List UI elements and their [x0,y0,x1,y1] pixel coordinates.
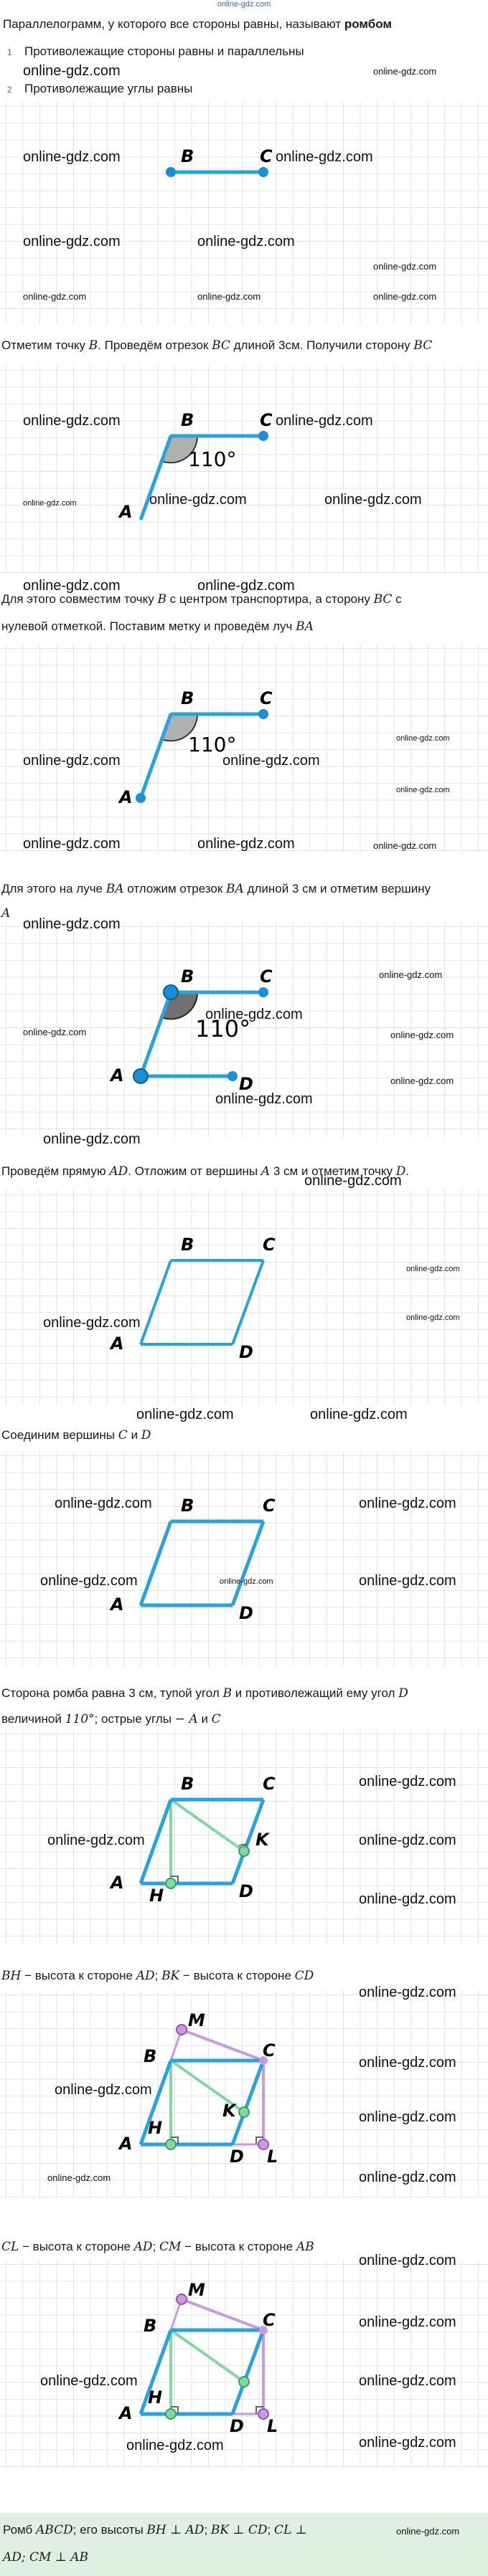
point-c [258,431,268,441]
step-text: . [405,1164,410,1178]
watermark: online-gdz.com [40,1573,138,1589]
math-ad-cm-perp-ab: AD; CM ⊥ AB [3,2550,89,2565]
math-ad: AD [109,1164,128,1179]
math-d: D [141,1428,151,1443]
figure-svg [0,366,488,574]
step-text: − высота к стороне [179,1969,295,1982]
label-c: C [263,2040,276,2061]
step4-text [1,1163,488,1180]
step-text: с центром транспортира, а сторону [166,592,374,606]
height-bk [171,2330,244,2382]
figure-final-heights [0,2253,488,2468]
watermark: online-gdz.com [149,492,247,508]
watermark: online-gdz.com [43,1315,141,1331]
property-item [7,80,481,98]
point-a [133,1069,148,1083]
label-c: C [263,1496,276,1516]
step2-text-line2 [1,618,488,635]
label-m: M [188,2010,205,2030]
figure-point-a [0,916,488,1147]
label-b: B [181,410,194,430]
watermark: online-gdz.com [276,149,373,165]
math-bc: BC [212,338,230,353]
watermark: online-gdz.com [23,916,121,932]
watermark: online-gdz.com [324,492,422,508]
math-abcd: ABCD [36,2523,73,2537]
point-c [258,709,268,719]
figure-svg [0,1190,488,1405]
intro-text [3,16,488,33]
step-text: Сторона ромба равна 3 см, тупой угол [1,1686,223,1700]
step-text: Для этого совместим точку [1,592,158,606]
label-d: D [230,2147,244,2167]
angle-label: 110° [188,447,237,471]
figure-segment-bc [0,102,488,324]
step-text: ; [267,2523,274,2537]
segment-cd [233,1521,263,1605]
label-d: D [239,1603,253,1623]
watermark: online-gdz.com [373,291,437,302]
watermark: online-gdz.com [55,1496,152,1511]
label-d: D [239,1342,253,1362]
watermark: online-gdz.com [222,753,320,769]
step7-text [1,1967,488,1985]
watermark: online-gdz.com [23,578,121,594]
watermark: online-gdz.com [359,2435,456,2451]
step-text: . Проведём отрезок [98,338,212,352]
label-c: C [263,1235,276,1255]
site-header[interactable]: online-gdz.com [217,0,271,9]
watermark: online-gdz.com [310,1407,408,1422]
watermark: online-gdz.com [197,578,295,594]
point-a [136,793,146,803]
step-text: длиной 3см. Получили сторону [230,338,414,352]
step-text: Для этого на луче [1,882,106,895]
label-a: A [111,1873,124,1893]
label-m: M [188,2280,205,2300]
point-k [239,2107,249,2117]
point-c [258,167,268,177]
height-bk [171,1800,244,1851]
property-text: Противолежащие стороны равны и параллельны [24,44,304,58]
label-l: L [267,2147,278,2167]
math-a: A [1,906,11,921]
step-text: ; [204,2523,211,2537]
properties-list [7,43,481,61]
math-ad: AD [133,2240,153,2254]
math-bc: BC [373,592,393,607]
step-text: . Отложим от вершины [128,1164,261,1178]
label-b: B [181,688,194,708]
figure-parallelogram [0,1190,488,1405]
height-cm [182,2299,263,2330]
label-h: H [148,2118,163,2138]
segment-cd [233,1260,263,1344]
figure-heights-cl-cm [0,1985,488,2198]
figure-angle-110 [0,366,488,574]
label-c: C [263,2310,276,2330]
watermark: online-gdz.com [197,234,295,249]
step-text: отложим отрезок [123,882,227,895]
watermark: online-gdz.com [373,66,437,77]
final-text-line2 [3,2549,488,2566]
step-text: величиной [1,1712,65,1726]
math-bh: BH [1,1969,22,1983]
math-bk: BK [161,1969,180,1983]
label-c: C [263,1774,276,1794]
step-text: Отметим точку [1,338,89,352]
math-b: B [88,338,98,353]
math-c: C [211,1712,221,1726]
watermark: online-gdz.com [23,63,121,79]
segment-ba [141,1521,171,1605]
watermark: online-gdz.com [126,2438,224,2453]
watermark: online-gdz.com [215,1091,313,1107]
watermark: online-gdz.com [40,2373,138,2389]
watermark: online-gdz.com [136,1407,234,1422]
watermark: online-gdz.com [359,2314,456,2330]
ray-ba [141,992,171,1076]
watermark: online-gdz.com [23,234,121,249]
watermark: online-gdz.com [359,1573,456,1589]
label-h: H [148,2387,163,2408]
label-b: B [181,966,194,987]
math-d: D [398,1686,408,1701]
math-cm: CM [159,2240,182,2254]
watermark: online-gdz.com [359,1774,456,1790]
label-d: D [239,1074,253,1094]
point-h [166,2139,176,2149]
point-k [239,2377,249,2387]
figure-heights-bh-bk [0,1729,488,1944]
watermark: online-gdz.com [23,499,77,508]
intro-term-bold: ромбом [344,17,392,31]
watermark: online-gdz.com [390,1030,454,1040]
point-h [166,2409,176,2419]
angle-label: 110° [188,733,237,756]
watermark: online-gdz.com [220,1577,273,1586]
math-bh-perp-ad: BH ⊥ AD [146,2523,205,2537]
angle-label: 110° [195,1015,251,1042]
watermark: online-gdz.com [390,1075,454,1086]
segment-cd [233,2330,263,2414]
step-text: Соединим вершины [1,1428,118,1442]
watermark: online-gdz.com [197,836,295,852]
point-m [177,2294,187,2304]
watermark: online-gdz.com [23,291,87,302]
label-c: C [260,966,273,987]
properties-list-2 [7,80,481,98]
label-b: B [144,2316,157,2336]
step-text: − высота к стороне [19,2240,134,2253]
label-b: B [144,2046,157,2066]
label-a: A [111,1594,124,1615]
label-k: K [222,2101,236,2121]
property-item [7,43,481,61]
label-c: C [260,410,273,430]
step5-text [1,1427,488,1444]
watermark: online-gdz.com [23,836,121,852]
watermark: online-gdz.com [205,1007,303,1022]
math-bk-perp-cd: BK ⊥ CD [210,2523,268,2537]
watermark: online-gdz.com [359,2055,456,2071]
step6-text [1,1685,488,1702]
watermark: online-gdz.com [406,1313,460,1322]
point-b [164,985,178,999]
label-d: D [239,1881,253,1901]
ray-ba [141,714,171,798]
step-text: и [197,1712,212,1726]
math-ba: BA [105,882,124,896]
label-a: A [119,2403,133,2423]
label-a: A [111,1334,124,1354]
math-cl-perp: CL ⊥ [273,2523,307,2537]
segment-cd [233,2061,263,2144]
point-c [258,987,268,997]
watermark: online-gdz.com [23,1027,87,1037]
watermark: online-gdz.com [47,1833,145,1848]
segment-ba [141,1260,171,1344]
point-m [177,2025,187,2035]
math-d: D [395,1164,406,1179]
step-text: длиной 3 см и отметим вершину [243,882,431,895]
watermark: online-gdz.com [43,1131,141,1147]
step1-text [1,337,488,354]
math-bc: BC [413,338,433,353]
watermark: online-gdz.com [373,261,437,272]
math-a: − A [174,1712,198,1726]
math-ba: BA [296,619,314,634]
step-text: с [392,592,402,606]
label-a: A [119,2134,133,2154]
math-ad: AD [136,1969,155,1983]
property-text: Противолежащие углы равны [24,82,193,95]
point-h [166,1878,176,1888]
math-b: B [222,1686,232,1701]
watermark: online-gdz.com [379,969,443,980]
watermark: online-gdz.com [47,2172,111,2183]
step-text: Проведём прямую [1,1164,110,1178]
label-d: D [230,2416,244,2436]
label-b: B [181,1774,194,1794]
math-ab: AB [296,2240,314,2254]
watermark: online-gdz.com [359,1496,456,1511]
step-text: 3 см и отметим точку [270,1164,396,1178]
label-h: H [149,1886,164,1906]
label-a: A [111,1065,124,1085]
math-110: 110° [65,1712,95,1726]
step3-text [1,880,488,898]
figure-ray-ba [0,644,488,852]
step-text: нулевой отметкой. Поставим метку и проведём луч [1,619,296,633]
step-text: ; острые углы [94,1712,175,1726]
label-a: A [119,502,133,522]
step-text: ; его высоты [72,2523,147,2537]
watermark: online-gdz.com [359,1985,456,2000]
segment-ba [141,1800,171,1883]
step-text: ; [154,1969,162,1982]
step-text: Ромб [3,2523,37,2537]
intro-text-plain: Параллелограмм, у которого все стороны равны, называют [3,17,344,31]
watermark: online-gdz.com [55,2082,152,2098]
step-text: − высота к стороне [181,2240,296,2253]
math-a: A [261,1164,271,1179]
watermark: online-gdz.com [359,2253,456,2268]
math-b: B [157,592,166,607]
watermark: online-gdz.com [359,2169,456,2185]
label-b: B [181,1496,194,1516]
property-number: 1 [7,47,12,57]
watermark: online-gdz.com [359,1833,456,1848]
step-text: и противолежащий ему угол [231,1686,399,1700]
figure-rhombus [0,1451,488,1666]
step-text: и [127,1428,141,1442]
watermark: online-gdz.com [359,2109,456,2125]
property-number: 2 [7,85,12,95]
label-k: K [255,1830,269,1850]
watermark: online-gdz.com [396,734,450,743]
math-cd: CD [294,1969,314,1983]
watermark: online-gdz.com [359,2373,456,2389]
label-c: C [260,146,273,166]
label-b: B [181,1235,194,1255]
watermark: online-gdz.com [396,2526,460,2537]
math-ba: BA [226,882,244,896]
point-k [239,1846,249,1856]
final-conclusion [0,2513,488,2576]
figure-svg [0,644,488,852]
watermark: online-gdz.com [406,1265,460,1273]
label-c: C [260,688,273,708]
watermark: online-gdz.com [197,291,261,302]
height-cm [182,2030,263,2061]
watermark: online-gdz.com [276,413,373,429]
figure-svg [0,1451,488,1666]
math-cl: CL [1,2240,19,2254]
math-c: C [118,1428,128,1443]
watermark: online-gdz.com [396,786,450,794]
watermark: online-gdz.com [23,753,121,769]
step6-text-line2 [1,1711,488,1728]
label-l: L [267,2416,278,2436]
point-b [166,167,176,177]
label-b: B [181,146,194,166]
point-d [227,1071,238,1081]
step-text: ; [152,2240,160,2253]
watermark: online-gdz.com [359,1891,456,1907]
watermark: online-gdz.com [304,1173,402,1189]
watermark: online-gdz.com [373,840,437,851]
watermark: online-gdz.com [23,149,121,165]
watermark: online-gdz.com [23,413,121,429]
step-text: − высота к стороне [21,1969,136,1982]
label-a: A [119,787,133,807]
